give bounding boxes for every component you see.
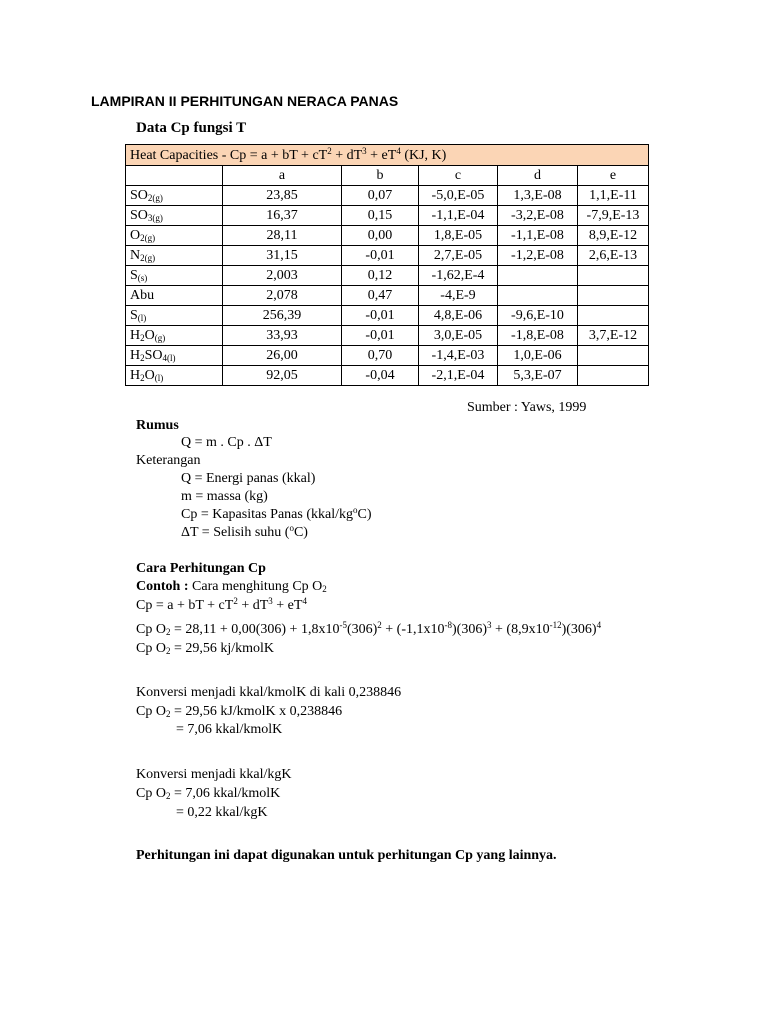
rumus-formula: Q = m . Cp . ΔT (181, 435, 272, 450)
equation-cp-o2-result: Cp $O_2 = 29,56$ kj/kmolK (136, 641, 275, 656)
species-cell: $S_{(s)}$ (126, 266, 223, 286)
column-header-a: a (223, 166, 342, 186)
species-cell: $O_{2(g)}$ (126, 226, 223, 246)
value-cell-b: 0,15 (342, 206, 419, 226)
table-header: Heat Capacities - Cp = a + bT + $cT^2 + dT^3 + eT^4$ (KJ, K) (126, 145, 649, 166)
value-cell-d: -1,2,E-08 (498, 246, 578, 266)
value-cell-a: 26,00 (223, 346, 342, 366)
value-cell-a: 2,078 (223, 286, 342, 306)
column-header-row (126, 166, 649, 186)
konversi-kmol-text: Konversi menjadi kkal/kmolK di kali 0,238846 (136, 685, 402, 700)
value-cell-b: 0,12 (342, 266, 419, 286)
value-cell-b: -0,01 (342, 246, 419, 266)
value-cell-e (578, 286, 649, 306)
column-header-d: d (498, 166, 578, 186)
equation-konversi-kg-result: = 0,22 kkal/kgK (176, 805, 268, 820)
value-cell-b: 0,07 (342, 186, 419, 206)
table-row (126, 186, 649, 206)
value-cell-a: 33,93 (223, 326, 342, 346)
value-cell-d: 1,3,E-08 (498, 186, 578, 206)
value-cell-a: 92,05 (223, 366, 342, 386)
column-header-e: e (578, 166, 649, 186)
value-cell-c: -1,4,E-03 (419, 346, 498, 366)
column-header-c: c (419, 166, 498, 186)
table-source: Sumber : Yaws, 1999 (467, 400, 587, 415)
keterangan-label: Keterangan (136, 453, 201, 468)
value-cell-d: -1,8,E-08 (498, 326, 578, 346)
value-cell-a: 28,11 (223, 226, 342, 246)
species-cell: $H_2SO_{4(l)}$ (126, 346, 223, 366)
value-cell-e: 3,7,E-12 (578, 326, 649, 346)
def-delta-t: ΔT = Selisih suhu ($^o$C) (181, 523, 308, 540)
species-cell: $H_2O_{(g)}$ (126, 326, 223, 346)
section-subtitle: Data Cp fungsi T (136, 120, 247, 136)
equation-cp-general: Cp = a + bT + $cT^2 + dT^3 + eT^4$ (136, 596, 307, 613)
value-cell-b: 0,70 (342, 346, 419, 366)
value-cell-b: -0,01 (342, 306, 419, 326)
value-cell-c: 2,7,E-05 (419, 246, 498, 266)
heat-capacity-table (125, 144, 649, 386)
value-cell-a: 31,15 (223, 246, 342, 266)
table-row (126, 286, 649, 306)
table-row (126, 306, 649, 326)
value-cell-d: 1,0,E-06 (498, 346, 578, 366)
value-cell-e (578, 266, 649, 286)
value-cell-d (498, 286, 578, 306)
species-cell: $N_{2(g)}$ (126, 246, 223, 266)
def-q: Q = Energi panas (kkal) (181, 471, 316, 486)
def-m: m = massa (kg) (181, 489, 268, 504)
konversi-kg-text: Konversi menjadi kkal/kgK (136, 767, 292, 782)
equation-konversi-kmol: Cp $O_2 = 29,56$ kJ/kmolK x 0,238846 (136, 704, 343, 719)
value-cell-e: -7,9,E-13 (578, 206, 649, 226)
value-cell-c: -1,62,E-4 (419, 266, 498, 286)
species-cell: $H_2O_{(l)}$ (126, 366, 223, 386)
value-cell-a: 23,85 (223, 186, 342, 206)
column-header-b: b (342, 166, 419, 186)
value-cell-c: 3,0,E-05 (419, 326, 498, 346)
value-cell-a: 256,39 (223, 306, 342, 326)
contoh-line: Contoh : Cara menghitung Cp $O_2$ (136, 579, 327, 594)
value-cell-d: -3,2,E-08 (498, 206, 578, 226)
value-cell-d: -9,6,E-10 (498, 306, 578, 326)
species-cell: Abu (126, 286, 223, 306)
table-row (126, 266, 649, 286)
value-cell-e (578, 346, 649, 366)
value-cell-c: -1,1,E-04 (419, 206, 498, 226)
rumus-heading: Rumus (136, 418, 179, 433)
table-row (126, 206, 649, 226)
value-cell-e: 8,9,E-12 (578, 226, 649, 246)
value-cell-c: -5,0,E-05 (419, 186, 498, 206)
table-row (126, 366, 649, 386)
value-cell-b: 0,47 (342, 286, 419, 306)
species-cell: $SO_{3(g)}$ (126, 206, 223, 226)
value-cell-b: -0,01 (342, 326, 419, 346)
value-cell-d: 5,3,E-07 (498, 366, 578, 386)
equation-konversi-kg: Cp $O_2 = 7,06$ kkal/kmolK (136, 786, 281, 801)
cara-heading: Cara Perhitungan Cp (136, 561, 266, 576)
value-cell-b: -0,04 (342, 366, 419, 386)
closing-note: Perhitungan ini dapat digunakan untuk perhitungan Cp yang lainnya. (136, 848, 557, 863)
table-row (126, 246, 649, 266)
equation-konversi-kmol-result: = 7,06 kkal/kmolK (176, 722, 283, 737)
value-cell-c: 1,8,E-05 (419, 226, 498, 246)
value-cell-e (578, 306, 649, 326)
def-cp: Cp = Kapasitas Panas $(kkal/kg^oC)$ (181, 505, 372, 522)
equation-cp-o2-substituted: Cp $O_2 = 28,11 + 0,00(306) + 1,8x10^{-5}(306)^2 + (-1,1x10^{-8})(306)^3 + (8,9x10^{-12})(306)^4$ (136, 620, 602, 637)
value-cell-d (498, 266, 578, 286)
value-cell-e: 2,6,E-13 (578, 246, 649, 266)
species-cell: $S_{(l)}$ (126, 306, 223, 326)
value-cell-c: -4,E-9 (419, 286, 498, 306)
page-title: LAMPIRAN II PERHITUNGAN NERACA PANAS (91, 93, 399, 109)
value-cell-c: -2,1,E-04 (419, 366, 498, 386)
table-row (126, 326, 649, 346)
value-cell-c: 4,8,E-06 (419, 306, 498, 326)
value-cell-a: 2,003 (223, 266, 342, 286)
table-row (126, 346, 649, 366)
value-cell-e (578, 366, 649, 386)
value-cell-a: 16,37 (223, 206, 342, 226)
value-cell-b: 0,00 (342, 226, 419, 246)
value-cell-d: -1,1,E-08 (498, 226, 578, 246)
species-cell: $SO_{2(g)}$ (126, 186, 223, 206)
value-cell-e: 1,1,E-11 (578, 186, 649, 206)
table-row (126, 226, 649, 246)
